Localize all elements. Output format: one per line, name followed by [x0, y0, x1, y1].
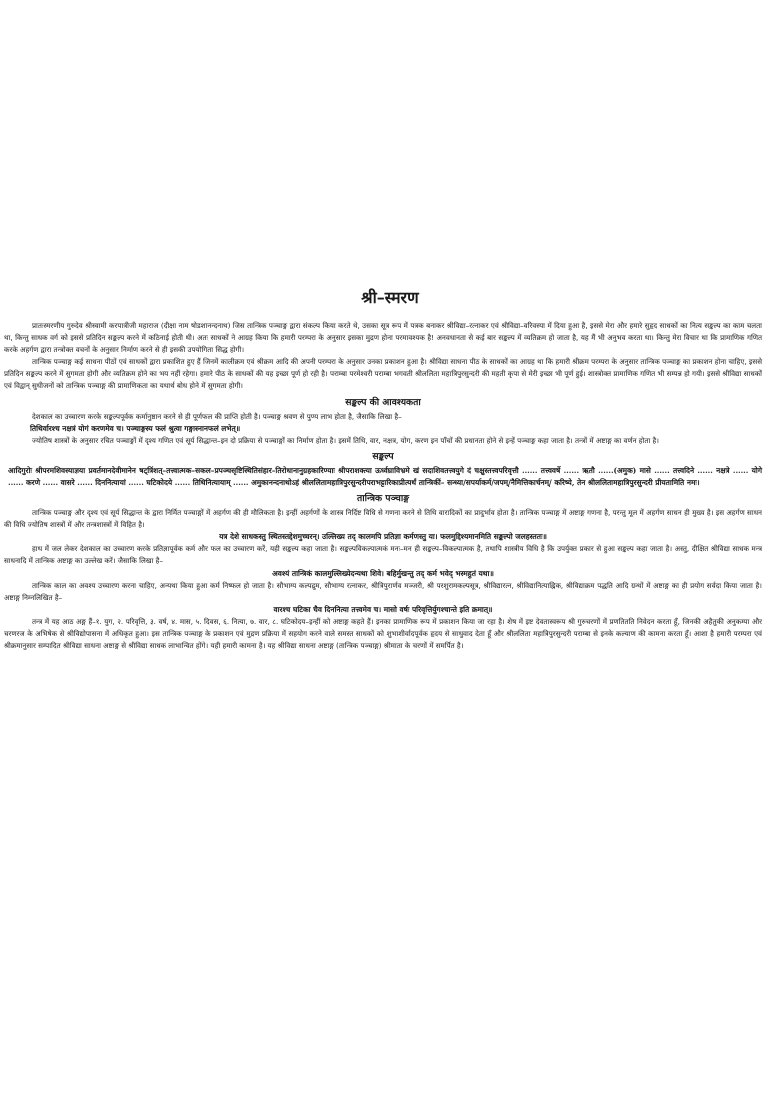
intro-paragraph: तान्त्रिक पञ्चाङ्ग कई साधना पीठों एवं साधकों द्वारा प्रकाशित हुए हैं जिनमें कालीक्रम एवं श्रीक्रम आदि की अपनी परम्परा के अनुसार उनका प्रकाशन हुआ है। श्रीविद्या साधना पीठ के साधकों का आग्रह था कि हमारी श्रीक्रम परम्परा के अनुसार तान्त्रिक पञ्चाङ्ग का प्रकाशन होना चाहिए, इससे प्रतिदिन सङ्कल्प करने में सुगमता होगी और व्यतिक्रम होने का भय नहीं रहेगा। हमारे पीठ के साधकों की यह इच्छा पूर्ण हो रही है। पराम्बा परमेश्वरी पराम्बा भगवती श्रीललिता महात्रिपुरसुन्दरी की महती कृपा से मेरी इच्छा भी पूर्ण हुई। शास्त्रोक्त प्रामाणिक गणित भी सम्पन्न हो गयी। इससे श्रीविद्या साधकों एवं विद्वान् सुधीजनों को तान्त्रिक पञ्चाङ्ग की प्रामाणिकता का यथार्थ बोध होने में सुगमता होगी।	[4, 357, 762, 391]
section-heading: सङ्कल्प	[372, 450, 394, 462]
sankalpa-text: आदिगुरोः श्रीपरमशिवस्याज्ञया प्रवर्तमानदेवीमानेन षट्त्रिंशत्–तत्त्वात्मक–सकल–प्रपञ्चसृष्टिस्थितिसंहार–तिरोधानानुग्रहकारिण्याः श्रीपराशक्त्या ऊर्ध्वघ्राविभ्रमे खं सदाशिवतत्त्वयुगे दं चक्षुस्तत्त्वपरिवृत्तौ ...... तत्त्ववर्षे ...... ऋतौ ......(अमुक) मासे ...... तत्त्वदिने ...... नक्षत्रे ...... योगे ...... करणे ...... वासरे ...... दिननित्यायां ...... घटिकोदये ...... तिथिनित्यायाम् ...... अमुकानन्दनाथोऽहं श्रीललितामहात्रिपुरसुन्दरीपराभट्टारिकाप्रीत्यर्थं तान्त्रिकीं– सन्ध्या/सपर्याकर्म/जपम्/नैमित्तिकार्चनम्/ करिष्ये, तेन श्रीललितामहात्रिपुरसुन्दरी प्रीयतामिति नमः।	[8, 465, 762, 487]
sanskrit-verse: यत्र देशे साधकस्तु स्थितस्तद्देशमुच्चरन्। उल्लिख्य तद् कालमपि प्रतिज्ञा कर्मणस्तु या। फलमुद्दिश्यमानमिति सङ्कल्पो जलहस्ततः॥	[219, 532, 547, 542]
page-title: श्री–स्मरण	[361, 288, 419, 307]
section-heading: सङ्कल्प की आवश्यकता	[345, 396, 421, 408]
body-paragraph: तन्त्र में यह आठ अङ्ग हैं–१. युग, २. परिवृत्ति, ३. वर्ष, ४. मास, ५. दिवस, ६. नित्या, ७. वार, ८. घटिकोदय–इन्हीं को अष्टाङ्ग कहते हैं। इनका प्रामाणिक रूप में प्रकाशन किया जा रहा है। शेष में इष्ट देवतास्वरूप श्री गुरुचरणों में प्रणतितति निवेदन करता हूँ, जिनकी अहैतुकी अनुकम्पा और चरणरज के अभिषेक से श्रीविद्योपासना में अधिकृत हुआ। इस तान्त्रिक पञ्चाङ्ग के प्रकाशन एवं मुद्रण प्रक्रिया में सहयोग करने वाले समस्त साधकों को शुभाशीर्वादपूर्वक हृदय से साधुवाद देता हूँ और श्रीललिता महात्रिपुरसुन्दरी पराम्बा से इनके कल्याण की कामना करता हूँ। आशा है हमारी परम्परा एवं श्रीक्रमानुसार सम्पादित श्रीविद्या साधना अष्टाङ्ग से श्रीविद्या साधक लाभान्वित होंगे। यही हमारी कामना है। यह श्रीविद्या साधना अष्टाङ्ग (तान्त्रिक पञ्चाङ्ग) श्रीमाता के चरणों में समर्पित है।	[4, 616, 762, 651]
sanskrit-verse: तिथिर्वारश्च नक्षत्रं योगं करणमेव च। पञ्चाङ्गस्य फलं श्रुत्वा गङ्गास्नानफलं लभेत्॥	[30, 423, 241, 433]
body-paragraph: हाथ में जल लेकर देशकाल का उच्चारण करके प्रतिज्ञापूर्वक कर्म और फल का उच्चारण करें, यही सङ्कल्प कहा जाता है। सङ्कल्पविकल्पात्मकं मनः–मन ही सङ्कल्प–विकल्पात्मक है, तथापि शास्त्रीय विधि है कि उपर्युक्त प्रकार से हुआ सङ्कल्प कहा जाता है। अस्तु, दीक्षित श्रीविद्या साधक मन्त्र साधनादि में तान्त्रिक अष्टाङ्ग का उल्लेख करें। जैसाकि लिखा है–	[4, 544, 762, 566]
section-heading: तान्त्रिक पञ्चाङ्ग	[356, 493, 410, 505]
document-body	[4, 320, 762, 652]
body-paragraph: ज्योतिष शास्त्रों के अनुसार रचित पञ्चाङ्गों में दृश्य गणित एवं सूर्य सिद्धान्त–इन दो प्रक्रिया से पञ्चाङ्गों का निर्माण होता है। इसमें तिथि, वार, नक्षत्र, योग, करण इन पाँचों की प्रधानता होने से इन्हें पञ्चाङ्ग कहा जाता है। तन्त्रों में अष्टाङ्ग का वर्णन होता है।	[32, 435, 659, 445]
body-paragraph: तान्त्रिक पञ्चाङ्ग और दृश्य एवं सूर्य सिद्धान्त के द्वारा निर्मित पञ्चाङ्गों में अहर्गण की ही मौलिकता है। इन्हीं अहर्गणों के शास्त्र निर्दिष्ट विधि से गणना करने से तिथि वारादिकों का प्रादुर्भाव होता है। तान्त्रिक पञ्चाङ्ग में अष्टाङ्ग गणना है, परन्तु मूल में अहर्गण साधन ही मुख्य है। इस अहर्गण साधन की विधि ज्योतिष शास्त्रों में और तन्त्रशास्त्रों में विहित है।	[4, 508, 762, 530]
body-paragraph: तान्त्रिक काल का अवश्य उच्चारण करना चाहिए, अन्यथा किया हुआ कर्म निष्फल हो जाता है। सौभाग्य कल्पद्रुम, सौभाग्य रत्नाकर, श्रीत्रिपुरार्णव मञ्जरी, श्री परशुरामकल्पसूत्र, श्रीविद्यारत्न, श्रीविद्यानित्याह्निक, श्रीविद्याक्रम पद्धति आदि ग्रन्थों में अष्टाङ्ग का ही प्रयोग सर्वदा किया जाता है। अष्टाङ्ग निम्नलिखित है–	[4, 580, 762, 602]
intro-paragraph: प्रातःस्मरणीय गुरुदेव श्रीस्वामी करपात्रीजी महाराज (दीक्षा नाम षोडशानन्दनाथ) जिस तान्त्रिक पञ्चाङ्ग द्वारा संकल्प किया करते थे, उसका सूत्र रूप में पत्रक बनाकर श्रीविद्या–रत्नाकर एवं श्रीविद्या–वरिवस्या में दिया हुआ है, इससे मेरा और हमारे सुहृद साधकों का नित्य सङ्कल्प का काम चलता था, किन्तु साधक वर्ग को इससे प्रतिदिन सङ्कल्प करने में कठिनाई होती थी। अतः साधकों ने आग्रह किया कि हमारी परम्परा के अनुसार इसका मुद्रण होना परमावश्यक है! अनवधानता से कई बार सङ्कल्प में व्यतिक्रम हो जाता है, यह मैं भी अनुभव करता था। किन्तु मेरा विचार था कि प्रामाणिक गणित करके अहर्गण द्वारा तन्त्रोक्त वचनों के अनुसार निर्माण करने से ही इसकी उपयोगिता सिद्ध होगी।	[4, 321, 762, 355]
sanskrit-verse: अवश्यं तान्त्रिकं कालमुल्लिख्येदन्यथा शिवे। बहिर्मुखन्तु तद् कर्म भवेद् भस्महुतं यथा॥	[272, 568, 494, 578]
sanskrit-verse: वारश्च घटिका चैव दिननित्या तत्त्वमेव च। मासो वर्षः परिवृत्तिर्युगश्चान्ते इति क्रमात्॥	[273, 604, 493, 614]
body-paragraph: देशकाल का उच्चारण करके सङ्कल्पपूर्वक कर्मानुष्ठान करने से ही पूर्णफल की प्राप्ति होती है। पञ्चाङ्ग श्रवण से पुण्य लाभ होता है, जैसाकि लिखा है–	[32, 411, 402, 421]
